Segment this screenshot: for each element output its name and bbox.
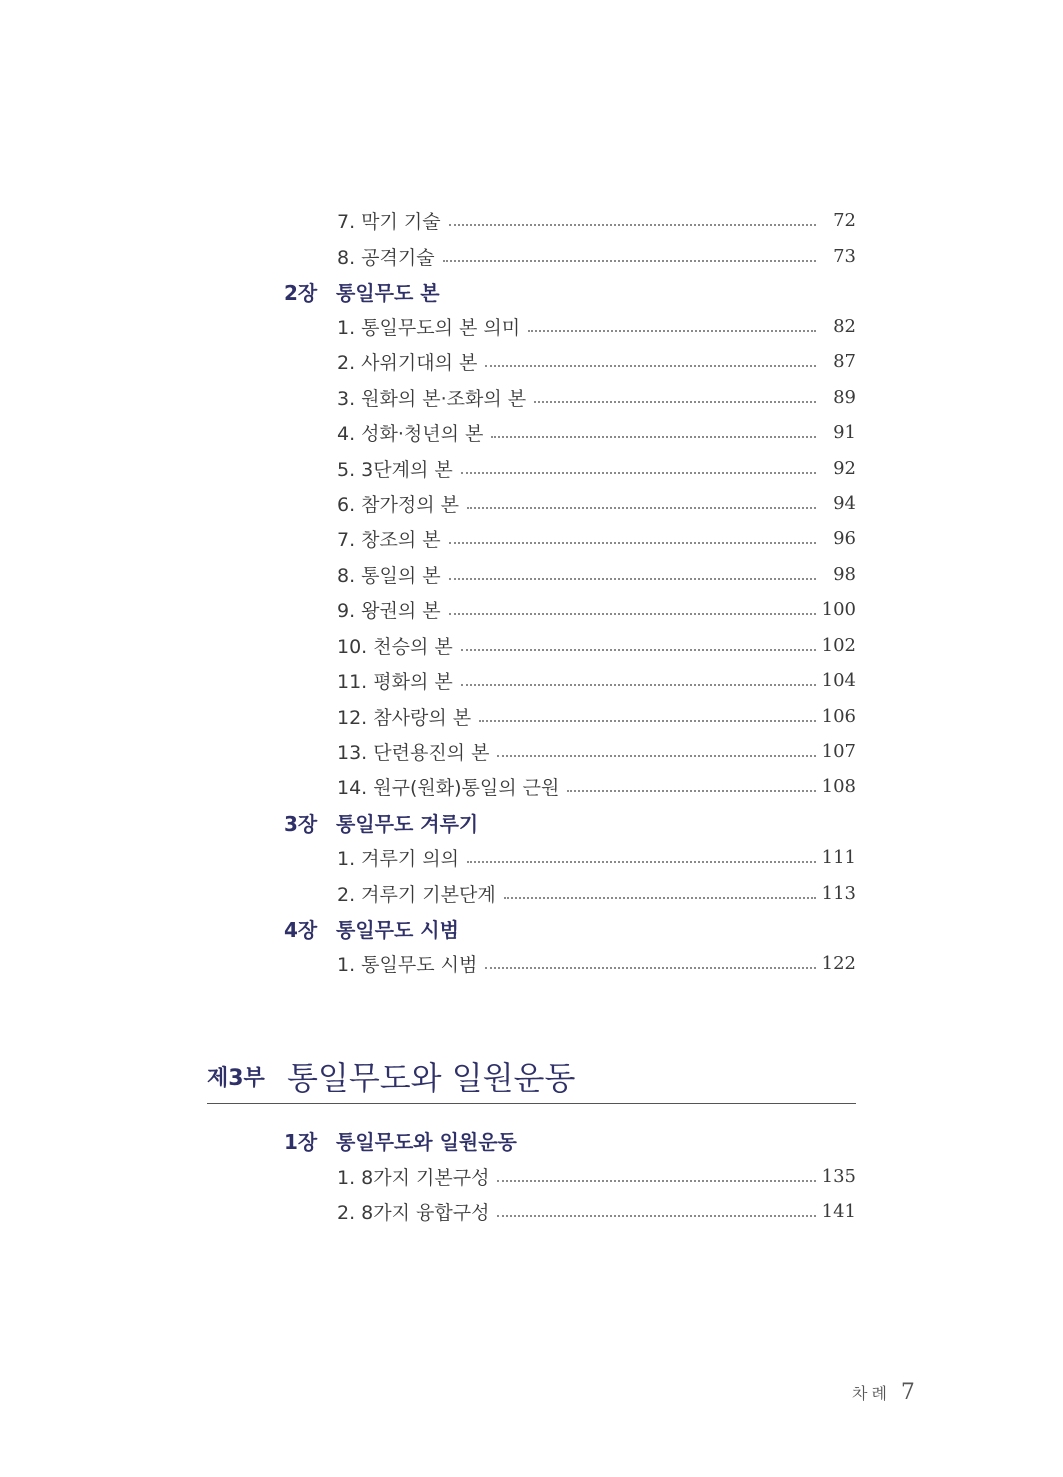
toc-entry-title: 8. 공격기술	[337, 246, 435, 269]
dot-leader	[449, 224, 816, 226]
toc-entry-title: 1. 8가지 기본구성	[337, 1166, 490, 1189]
dot-leader	[449, 578, 816, 580]
toc-entry	[337, 382, 856, 412]
dot-leader	[449, 613, 816, 615]
dot-leader	[497, 1180, 816, 1182]
toc-entry-page: 92	[833, 457, 856, 479]
chapter-title: 통일무도 본	[336, 280, 440, 305]
dot-leader	[491, 436, 816, 438]
toc-entry	[337, 523, 856, 553]
toc-entry	[337, 417, 856, 447]
dot-leader	[528, 330, 816, 332]
toc-entry	[337, 311, 856, 341]
toc-entry-title: 1. 통일무도의 본 의미	[337, 316, 521, 339]
toc-entry-page: 100	[821, 598, 856, 620]
page-number: 7	[900, 1379, 915, 1405]
toc-entry	[337, 701, 856, 731]
toc-entry-page: 107	[821, 740, 856, 762]
toc-entry-page: 91	[833, 421, 856, 443]
chapter-title: 통일무도와 일원운동	[336, 1129, 517, 1154]
dot-leader	[504, 897, 816, 899]
toc-entry-page: 141	[821, 1200, 856, 1222]
toc-entry-title: 7. 창조의 본	[337, 528, 441, 551]
page-footer	[852, 1377, 915, 1407]
toc-entry	[337, 842, 856, 872]
toc-entry-page: 135	[821, 1165, 856, 1187]
toc-entry	[337, 559, 856, 589]
toc-entry	[337, 594, 856, 624]
chapter-number: 4장	[284, 917, 318, 942]
toc-entry-page: 94	[833, 492, 856, 514]
toc-entry	[337, 205, 856, 235]
toc-entry-title: 3. 원화의 본·조화의 본	[337, 387, 527, 410]
toc-entry-title: 13. 단련용진의 본	[337, 741, 490, 764]
toc-entry	[337, 1196, 856, 1226]
toc-entry	[337, 878, 856, 908]
toc-entry-title: 6. 참가정의 본	[337, 493, 459, 516]
toc-entry-title: 1. 통일무도 시범	[337, 953, 478, 976]
toc-entry	[337, 948, 856, 978]
part-label: 제3부	[207, 1065, 265, 1091]
toc-entry	[337, 1161, 856, 1191]
dot-leader	[567, 790, 816, 792]
dot-leader	[479, 720, 816, 722]
chapter-title: 통일무도 겨루기	[336, 811, 479, 836]
toc-entry-page: 72	[833, 209, 856, 231]
toc-entry-title: 2. 겨루기 기본단계	[337, 883, 496, 906]
toc-entry-title: 11. 평화의 본	[337, 670, 453, 693]
toc-entry-title: 14. 원구(원화)통일의 근원	[337, 776, 560, 799]
toc-entry-title: 8. 통일의 본	[337, 564, 441, 587]
dot-leader	[467, 507, 816, 509]
toc-entry-page: 73	[833, 245, 856, 267]
toc-entry	[337, 346, 856, 376]
toc-entry-page: 98	[833, 563, 856, 585]
toc-entry-title: 2. 사위기대의 본	[337, 351, 478, 374]
chapter-number: 2장	[284, 280, 318, 305]
footer-section-label: 차례	[852, 1383, 891, 1403]
dot-leader	[467, 861, 816, 863]
chapter-title: 통일무도 시범	[336, 917, 459, 942]
toc-entry-title: 12. 참사랑의 본	[337, 706, 472, 729]
toc-entry	[337, 736, 856, 766]
toc-entry-page: 108	[821, 775, 856, 797]
toc-entry-page: 96	[833, 527, 856, 549]
dot-leader	[485, 365, 816, 367]
part-divider	[207, 1103, 856, 1104]
toc-entry	[337, 630, 856, 660]
toc-entry	[337, 453, 856, 483]
dot-leader	[497, 755, 816, 757]
dot-leader	[461, 472, 816, 474]
dot-leader	[534, 401, 816, 403]
toc-entry-title: 7. 막기 기술	[337, 210, 441, 233]
part-title: 통일무도와 일원운동	[287, 1059, 576, 1097]
chapter-heading	[284, 912, 459, 944]
toc-entry-title: 2. 8가지 융합구성	[337, 1201, 490, 1224]
dot-leader	[461, 684, 816, 686]
dot-leader	[443, 260, 816, 262]
part-heading	[207, 1052, 575, 1100]
dot-leader	[485, 967, 816, 969]
toc-entry-page: 111	[821, 846, 856, 868]
toc-entry-title: 10. 천승의 본	[337, 635, 453, 658]
chapter-heading	[284, 1124, 517, 1156]
toc-entry-page: 89	[833, 386, 856, 408]
toc-entry-page: 106	[821, 705, 856, 727]
chapter-number: 3장	[284, 811, 318, 836]
chapter-heading	[284, 275, 440, 307]
toc-entry-title: 4. 성화·청년의 본	[337, 422, 484, 445]
toc-entry-title: 5. 3단계의 본	[337, 458, 453, 481]
toc-entry-page: 102	[821, 634, 856, 656]
dot-leader	[461, 649, 816, 651]
dot-leader	[497, 1215, 816, 1217]
chapter-heading	[284, 806, 478, 838]
dot-leader	[449, 542, 816, 544]
toc-entry-page: 82	[833, 315, 856, 337]
toc-entry-title: 9. 왕권의 본	[337, 599, 441, 622]
chapter-number: 1장	[284, 1129, 318, 1154]
toc-entry	[337, 665, 856, 695]
toc-entry-page: 122	[821, 952, 856, 974]
toc-entry	[337, 771, 856, 801]
toc-entry-page: 104	[821, 669, 856, 691]
toc-entry-title: 1. 겨루기 의의	[337, 847, 459, 870]
toc-entry-page: 87	[833, 350, 856, 372]
toc-entry	[337, 241, 856, 271]
toc-entry-page: 113	[821, 882, 856, 904]
toc-entry	[337, 488, 856, 518]
